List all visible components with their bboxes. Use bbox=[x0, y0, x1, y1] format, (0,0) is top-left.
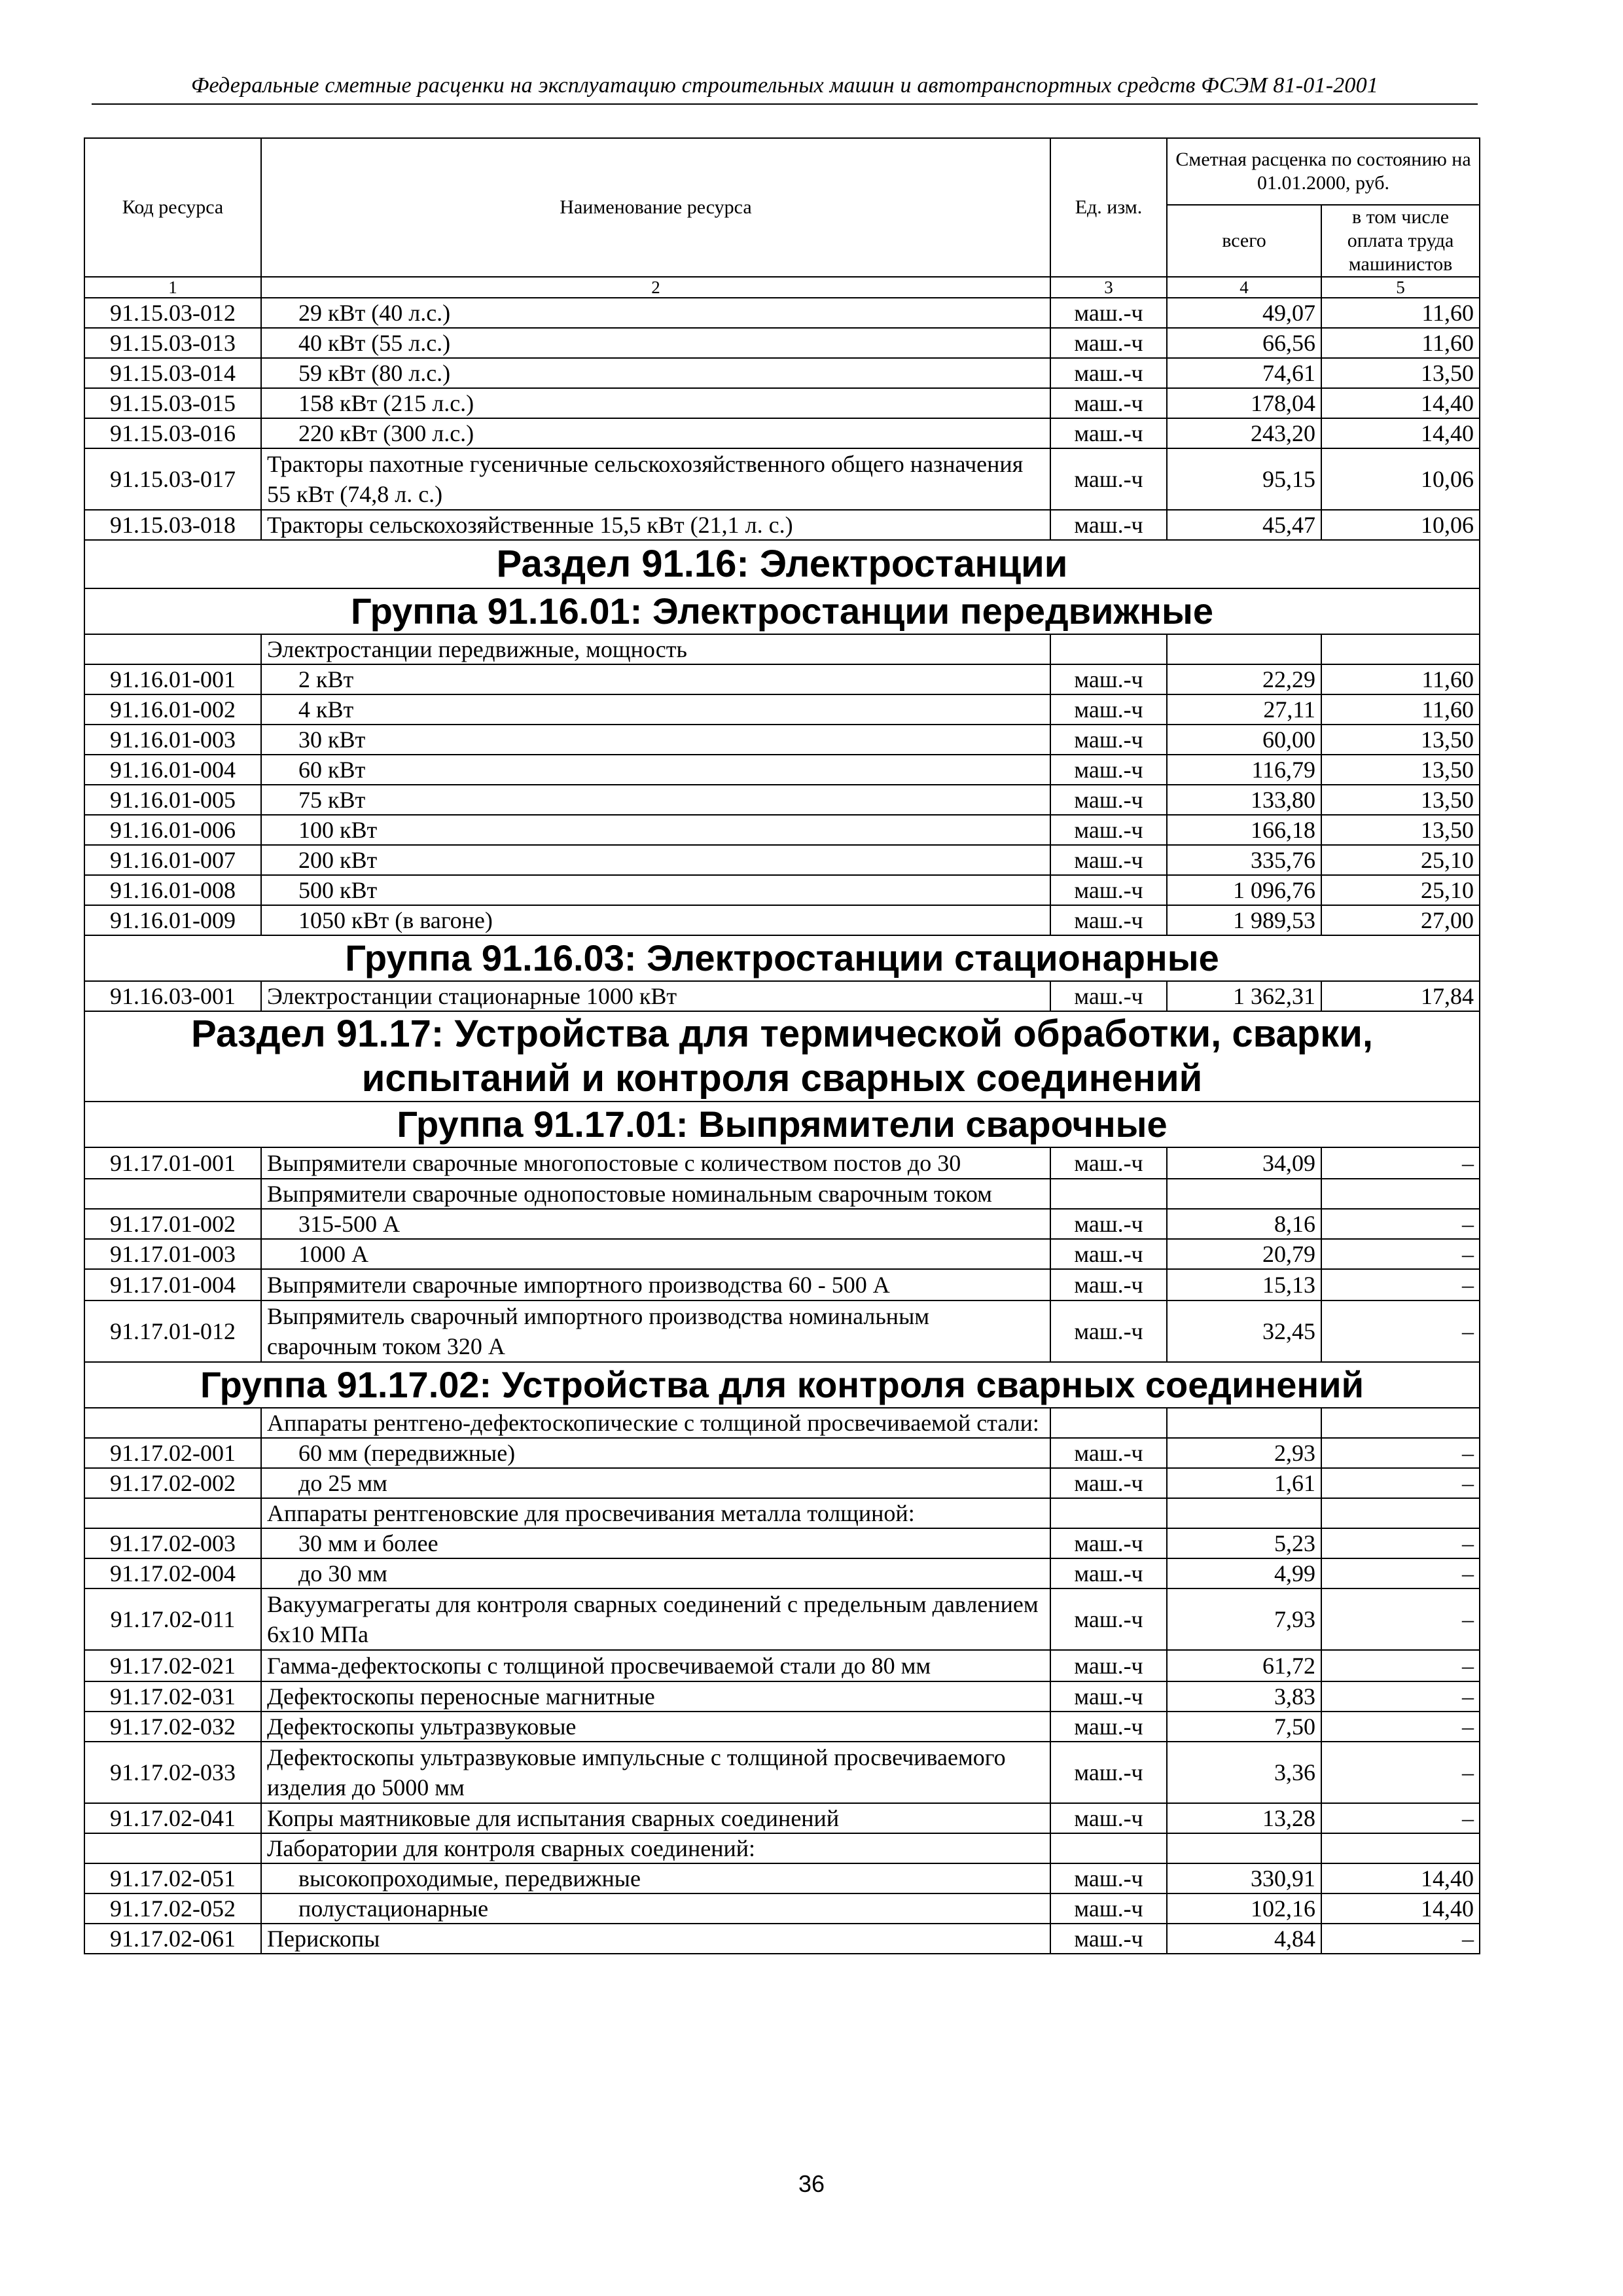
resource-code: 91.16.01-004 bbox=[84, 755, 261, 785]
resource-code: 91.17.02-003 bbox=[84, 1528, 261, 1558]
price-total: 330,91 bbox=[1167, 1863, 1321, 1893]
col-header-code: Код ресурса bbox=[84, 138, 261, 277]
table-row bbox=[84, 1147, 1480, 1179]
subheading-total-cell bbox=[1167, 1179, 1321, 1209]
price-labor: 11,60 bbox=[1321, 694, 1480, 725]
resource-name: высокопроходимые, передвижные bbox=[261, 1863, 1050, 1893]
price-labor: 27,00 bbox=[1321, 905, 1480, 935]
resource-price-table bbox=[84, 137, 1480, 1954]
price-labor: 11,60 bbox=[1321, 298, 1480, 328]
resource-name: 100 кВт bbox=[261, 815, 1050, 845]
table-row bbox=[84, 1712, 1480, 1742]
price-labor: 13,50 bbox=[1321, 815, 1480, 845]
table-row bbox=[84, 510, 1480, 540]
section-heading: Раздел 91.16: Электростанции bbox=[84, 540, 1480, 588]
unit-of-measure: маш.-ч bbox=[1050, 815, 1167, 845]
price-labor: 10,06 bbox=[1321, 448, 1480, 510]
price-labor: – bbox=[1321, 1528, 1480, 1558]
table-row bbox=[84, 875, 1480, 905]
price-total: 49,07 bbox=[1167, 298, 1321, 328]
subheading-code-cell bbox=[84, 1179, 261, 1209]
unit-of-measure: маш.-ч bbox=[1050, 1712, 1167, 1742]
resource-name: Тракторы сельскохозяйственные 15,5 кВт (21,1 л. с.) bbox=[261, 510, 1050, 540]
group-heading: Группа 91.17.01: Выпрямители сварочные bbox=[84, 1102, 1480, 1147]
resource-name: 75 кВт bbox=[261, 785, 1050, 815]
subheading-row bbox=[84, 1408, 1480, 1438]
col-number: 1 bbox=[84, 277, 261, 298]
resource-code: 91.17.01-003 bbox=[84, 1239, 261, 1269]
resource-code: 91.15.03-015 bbox=[84, 388, 261, 418]
subheading-row bbox=[84, 1833, 1480, 1863]
resource-name: Перископы bbox=[261, 1924, 1050, 1954]
price-total: 3,83 bbox=[1167, 1681, 1321, 1712]
price-labor: 13,50 bbox=[1321, 725, 1480, 755]
price-labor: 13,50 bbox=[1321, 785, 1480, 815]
resource-name: 500 кВт bbox=[261, 875, 1050, 905]
unit-of-measure: маш.-ч bbox=[1050, 328, 1167, 358]
resource-code: 91.17.01-002 bbox=[84, 1209, 261, 1239]
unit-of-measure: маш.-ч bbox=[1050, 388, 1167, 418]
resource-code: 91.17.02-033 bbox=[84, 1742, 261, 1803]
resource-code: 91.16.01-002 bbox=[84, 694, 261, 725]
col-header-name: Наименование ресурса bbox=[261, 138, 1050, 277]
price-total: 66,56 bbox=[1167, 328, 1321, 358]
price-total: 22,29 bbox=[1167, 664, 1321, 694]
col-header-total: всего bbox=[1167, 205, 1321, 277]
table-row bbox=[84, 1650, 1480, 1681]
resource-name: 29 кВт (40 л.с.) bbox=[261, 298, 1050, 328]
resource-code: 91.15.03-012 bbox=[84, 298, 261, 328]
price-total: 5,23 bbox=[1167, 1528, 1321, 1558]
subheading-labor-cell bbox=[1321, 1833, 1480, 1863]
resource-code: 91.15.03-017 bbox=[84, 448, 261, 510]
subheading-labor-cell bbox=[1321, 1179, 1480, 1209]
resource-name: 60 мм (передвижные) bbox=[261, 1438, 1050, 1468]
resource-name: полустационарные bbox=[261, 1893, 1050, 1924]
resource-name: до 25 мм bbox=[261, 1468, 1050, 1498]
subheading-code-cell bbox=[84, 1833, 261, 1863]
subheading-text: Выпрямители сварочные однопостовые номинальным сварочным током bbox=[261, 1179, 1050, 1209]
price-total: 4,99 bbox=[1167, 1558, 1321, 1588]
resource-code: 91.17.02-031 bbox=[84, 1681, 261, 1712]
resource-code: 91.16.01-001 bbox=[84, 664, 261, 694]
table-row bbox=[84, 1742, 1480, 1803]
resource-code: 91.17.01-004 bbox=[84, 1269, 261, 1300]
table-row bbox=[84, 1893, 1480, 1924]
resource-name: 30 кВт bbox=[261, 725, 1050, 755]
subheading-total-cell bbox=[1167, 1408, 1321, 1438]
table-row bbox=[84, 755, 1480, 785]
resource-name: Выпрямитель сварочный импортного производства номинальным сварочным током 320 А bbox=[261, 1300, 1050, 1362]
table-row bbox=[84, 418, 1480, 448]
unit-of-measure: маш.-ч bbox=[1050, 785, 1167, 815]
unit-of-measure: маш.-ч bbox=[1050, 1147, 1167, 1179]
price-total: 15,13 bbox=[1167, 1269, 1321, 1300]
subheading-labor-cell bbox=[1321, 1408, 1480, 1438]
table-row bbox=[84, 815, 1480, 845]
price-total: 116,79 bbox=[1167, 755, 1321, 785]
price-total: 243,20 bbox=[1167, 418, 1321, 448]
resource-code: 91.16.01-009 bbox=[84, 905, 261, 935]
subheading-row bbox=[84, 1179, 1480, 1209]
resource-name: 158 кВт (215 л.с.) bbox=[261, 388, 1050, 418]
subheading-unit-cell bbox=[1050, 1833, 1167, 1863]
table-row bbox=[84, 1209, 1480, 1239]
table-row bbox=[84, 694, 1480, 725]
price-labor: – bbox=[1321, 1712, 1480, 1742]
resource-name: Выпрямители сварочные импортного производства 60 - 500 А bbox=[261, 1269, 1050, 1300]
price-labor: – bbox=[1321, 1300, 1480, 1362]
price-total: 20,79 bbox=[1167, 1239, 1321, 1269]
table-row bbox=[84, 298, 1480, 328]
resource-name: 2 кВт bbox=[261, 664, 1050, 694]
resource-code: 91.15.03-014 bbox=[84, 358, 261, 388]
resource-code: 91.17.02-004 bbox=[84, 1558, 261, 1588]
unit-of-measure: маш.-ч bbox=[1050, 1528, 1167, 1558]
group-heading-row bbox=[84, 935, 1480, 981]
price-total: 1,61 bbox=[1167, 1468, 1321, 1498]
subheading-total-cell bbox=[1167, 634, 1321, 664]
resource-code: 91.15.03-013 bbox=[84, 328, 261, 358]
subheading-labor-cell bbox=[1321, 1498, 1480, 1528]
resource-code: 91.17.01-001 bbox=[84, 1147, 261, 1179]
col-number: 3 bbox=[1050, 277, 1167, 298]
unit-of-measure: маш.-ч bbox=[1050, 875, 1167, 905]
group-heading: Группа 91.16.03: Электростанции стационарные bbox=[84, 935, 1480, 981]
resource-name: Дефектоскопы переносные магнитные bbox=[261, 1681, 1050, 1712]
price-labor: – bbox=[1321, 1239, 1480, 1269]
table-row bbox=[84, 448, 1480, 510]
price-total: 60,00 bbox=[1167, 725, 1321, 755]
resource-code: 91.17.02-001 bbox=[84, 1438, 261, 1468]
section-heading-row bbox=[84, 540, 1480, 588]
price-labor: 14,40 bbox=[1321, 388, 1480, 418]
unit-of-measure: маш.-ч bbox=[1050, 1588, 1167, 1650]
unit-of-measure: маш.-ч bbox=[1050, 1468, 1167, 1498]
unit-of-measure: маш.-ч bbox=[1050, 694, 1167, 725]
price-labor: – bbox=[1321, 1147, 1480, 1179]
subheading-row bbox=[84, 1498, 1480, 1528]
price-labor: – bbox=[1321, 1588, 1480, 1650]
table-row bbox=[84, 1588, 1480, 1650]
price-labor: – bbox=[1321, 1209, 1480, 1239]
price-total: 61,72 bbox=[1167, 1650, 1321, 1681]
price-total: 335,76 bbox=[1167, 845, 1321, 875]
unit-of-measure: маш.-ч bbox=[1050, 1742, 1167, 1803]
subheading-unit-cell bbox=[1050, 1179, 1167, 1209]
resource-name: Копры маятниковые для испытания сварных соединений bbox=[261, 1803, 1050, 1833]
table-row bbox=[84, 981, 1480, 1011]
table-row bbox=[84, 358, 1480, 388]
table-row bbox=[84, 328, 1480, 358]
price-labor: – bbox=[1321, 1924, 1480, 1954]
unit-of-measure: маш.-ч bbox=[1050, 1863, 1167, 1893]
price-labor: 13,50 bbox=[1321, 755, 1480, 785]
subheading-unit-cell bbox=[1050, 1498, 1167, 1528]
subheading-row bbox=[84, 634, 1480, 664]
unit-of-measure: маш.-ч bbox=[1050, 725, 1167, 755]
table-row bbox=[84, 1300, 1480, 1362]
unit-of-measure: маш.-ч bbox=[1050, 1681, 1167, 1712]
price-labor: 25,10 bbox=[1321, 845, 1480, 875]
unit-of-measure: маш.-ч bbox=[1050, 298, 1167, 328]
col-number: 5 bbox=[1321, 277, 1480, 298]
price-labor: – bbox=[1321, 1468, 1480, 1498]
unit-of-measure: маш.-ч bbox=[1050, 1924, 1167, 1954]
price-total: 7,50 bbox=[1167, 1712, 1321, 1742]
price-labor: – bbox=[1321, 1558, 1480, 1588]
group-heading: Группа 91.16.01: Электростанции передвижные bbox=[84, 588, 1480, 634]
resource-code: 91.15.03-016 bbox=[84, 418, 261, 448]
table-row bbox=[84, 725, 1480, 755]
unit-of-measure: маш.-ч bbox=[1050, 358, 1167, 388]
resource-name: 1000 А bbox=[261, 1239, 1050, 1269]
price-total: 27,11 bbox=[1167, 694, 1321, 725]
price-total: 32,45 bbox=[1167, 1300, 1321, 1362]
price-total: 2,93 bbox=[1167, 1438, 1321, 1468]
price-labor: 14,40 bbox=[1321, 1863, 1480, 1893]
resource-code: 91.17.02-051 bbox=[84, 1863, 261, 1893]
price-labor: 14,40 bbox=[1321, 418, 1480, 448]
unit-of-measure: маш.-ч bbox=[1050, 1893, 1167, 1924]
unit-of-measure: маш.-ч bbox=[1050, 1650, 1167, 1681]
unit-of-measure: маш.-ч bbox=[1050, 1803, 1167, 1833]
table-row bbox=[84, 1558, 1480, 1588]
unit-of-measure: маш.-ч bbox=[1050, 1239, 1167, 1269]
unit-of-measure: маш.-ч bbox=[1050, 981, 1167, 1011]
price-labor: – bbox=[1321, 1803, 1480, 1833]
price-total: 166,18 bbox=[1167, 815, 1321, 845]
price-total: 1 362,31 bbox=[1167, 981, 1321, 1011]
resource-name: 220 кВт (300 л.с.) bbox=[261, 418, 1050, 448]
subheading-labor-cell bbox=[1321, 634, 1480, 664]
unit-of-measure: маш.-ч bbox=[1050, 510, 1167, 540]
price-total: 4,84 bbox=[1167, 1924, 1321, 1954]
table-row bbox=[84, 1438, 1480, 1468]
price-labor: 25,10 bbox=[1321, 875, 1480, 905]
price-labor: 10,06 bbox=[1321, 510, 1480, 540]
price-total: 74,61 bbox=[1167, 358, 1321, 388]
price-total: 178,04 bbox=[1167, 388, 1321, 418]
page-number: 36 bbox=[798, 2170, 825, 2197]
subheading-code-cell bbox=[84, 1408, 261, 1438]
group-heading-row bbox=[84, 1362, 1480, 1408]
table-row bbox=[84, 1863, 1480, 1893]
unit-of-measure: маш.-ч bbox=[1050, 845, 1167, 875]
group-heading-row bbox=[84, 588, 1480, 634]
unit-of-measure: маш.-ч bbox=[1050, 1438, 1167, 1468]
subheading-code-cell bbox=[84, 634, 261, 664]
resource-name: 40 кВт (55 л.с.) bbox=[261, 328, 1050, 358]
price-labor: – bbox=[1321, 1681, 1480, 1712]
col-number: 2 bbox=[261, 277, 1050, 298]
resource-name: 1050 кВт (в вагоне) bbox=[261, 905, 1050, 935]
resource-code: 91.16.03-001 bbox=[84, 981, 261, 1011]
section-heading: Раздел 91.17: Устройства для термической обработки, сварки, испытаний и контроля сварных соединений bbox=[84, 1011, 1480, 1102]
group-heading-row bbox=[84, 1102, 1480, 1147]
resource-name: до 30 мм bbox=[261, 1558, 1050, 1588]
resource-name: 60 кВт bbox=[261, 755, 1050, 785]
resource-code: 91.17.02-041 bbox=[84, 1803, 261, 1833]
price-total: 45,47 bbox=[1167, 510, 1321, 540]
subheading-text: Аппараты рентгеновские для просвечивания металла толщиной: bbox=[261, 1498, 1050, 1528]
price-labor: 11,60 bbox=[1321, 328, 1480, 358]
resource-name: 59 кВт (80 л.с.) bbox=[261, 358, 1050, 388]
resource-name: 200 кВт bbox=[261, 845, 1050, 875]
price-labor: – bbox=[1321, 1742, 1480, 1803]
resource-code: 91.17.02-032 bbox=[84, 1712, 261, 1742]
section-heading-row bbox=[84, 1011, 1480, 1102]
table-row bbox=[84, 785, 1480, 815]
subheading-text: Аппараты рентгено-дефектоскопические с толщиной просвечиваемой стали: bbox=[261, 1408, 1050, 1438]
price-total: 13,28 bbox=[1167, 1803, 1321, 1833]
resource-code: 91.16.01-003 bbox=[84, 725, 261, 755]
price-total: 1 096,76 bbox=[1167, 875, 1321, 905]
price-total: 95,15 bbox=[1167, 448, 1321, 510]
unit-of-measure: маш.-ч bbox=[1050, 418, 1167, 448]
unit-of-measure: маш.-ч bbox=[1050, 1300, 1167, 1362]
table-row bbox=[84, 664, 1480, 694]
resource-code: 91.17.02-011 bbox=[84, 1588, 261, 1650]
price-labor: 11,60 bbox=[1321, 664, 1480, 694]
price-total: 34,09 bbox=[1167, 1147, 1321, 1179]
table-row bbox=[84, 905, 1480, 935]
resource-name: Тракторы пахотные гусеничные сельскохозяйственного общего назначения 55 кВт (74,8 л. с.) bbox=[261, 448, 1050, 510]
group-heading: Группа 91.17.02: Устройства для контроля сварных соединений bbox=[84, 1362, 1480, 1408]
table-row bbox=[84, 388, 1480, 418]
table-row bbox=[84, 1468, 1480, 1498]
table-row bbox=[84, 1924, 1480, 1954]
price-labor: – bbox=[1321, 1650, 1480, 1681]
price-labor: – bbox=[1321, 1269, 1480, 1300]
resource-name: Дефектоскопы ультразвуковые bbox=[261, 1712, 1050, 1742]
price-labor: – bbox=[1321, 1438, 1480, 1468]
unit-of-measure: маш.-ч bbox=[1050, 664, 1167, 694]
col-header-unit: Ед. изм. bbox=[1050, 138, 1167, 277]
table-row bbox=[84, 1239, 1480, 1269]
resource-code: 91.17.02-021 bbox=[84, 1650, 261, 1681]
col-header-labor: в том числе оплата труда машинистов bbox=[1321, 205, 1480, 277]
resource-name: 4 кВт bbox=[261, 694, 1050, 725]
table-row bbox=[84, 1803, 1480, 1833]
subheading-total-cell bbox=[1167, 1833, 1321, 1863]
resource-code: 91.16.01-007 bbox=[84, 845, 261, 875]
resource-name: 315-500 А bbox=[261, 1209, 1050, 1239]
subheading-code-cell bbox=[84, 1498, 261, 1528]
resource-code: 91.16.01-005 bbox=[84, 785, 261, 815]
price-total: 1 989,53 bbox=[1167, 905, 1321, 935]
table-body bbox=[84, 298, 1480, 1954]
running-header: Федеральные сметные расценки на эксплуатацию строительных машин и автотранспортных средств ФСЭМ 81-01-2001 bbox=[92, 73, 1478, 105]
price-total: 102,16 bbox=[1167, 1893, 1321, 1924]
table-row bbox=[84, 1528, 1480, 1558]
resource-code: 91.16.01-006 bbox=[84, 815, 261, 845]
unit-of-measure: маш.-ч bbox=[1050, 1209, 1167, 1239]
price-total: 3,36 bbox=[1167, 1742, 1321, 1803]
unit-of-measure: маш.-ч bbox=[1050, 755, 1167, 785]
price-labor: 14,40 bbox=[1321, 1893, 1480, 1924]
unit-of-measure: маш.-ч bbox=[1050, 1558, 1167, 1588]
price-total: 7,93 bbox=[1167, 1588, 1321, 1650]
price-labor: 13,50 bbox=[1321, 358, 1480, 388]
resource-code: 91.17.02-061 bbox=[84, 1924, 261, 1954]
resource-name: Выпрямители сварочные многопостовые с количеством постов до 30 bbox=[261, 1147, 1050, 1179]
resource-name: Электростанции стационарные 1000 кВт bbox=[261, 981, 1050, 1011]
resource-code: 91.16.01-008 bbox=[84, 875, 261, 905]
resource-name: Дефектоскопы ультразвуковые импульсные с толщиной просвечиваемого изделия до 5000 мм bbox=[261, 1742, 1050, 1803]
unit-of-measure: маш.-ч bbox=[1050, 1269, 1167, 1300]
subheading-unit-cell bbox=[1050, 634, 1167, 664]
subheading-unit-cell bbox=[1050, 1408, 1167, 1438]
resource-code: 91.15.03-018 bbox=[84, 510, 261, 540]
resource-code: 91.17.02-002 bbox=[84, 1468, 261, 1498]
subheading-text: Лаборатории для контроля сварных соединений: bbox=[261, 1833, 1050, 1863]
resource-code: 91.17.01-012 bbox=[84, 1300, 261, 1362]
price-labor: 17,84 bbox=[1321, 981, 1480, 1011]
unit-of-measure: маш.-ч bbox=[1050, 448, 1167, 510]
resource-name: 30 мм и более bbox=[261, 1528, 1050, 1558]
subheading-total-cell bbox=[1167, 1498, 1321, 1528]
subheading-text: Электростанции передвижные, мощность bbox=[261, 634, 1050, 664]
col-header-price-group: Сметная расценка по состоянию на 01.01.2000, руб. bbox=[1167, 138, 1480, 205]
table-row bbox=[84, 1269, 1480, 1300]
resource-name: Вакуумагрегаты для контроля сварных соединений с предельным давлением 6x10 МПа bbox=[261, 1588, 1050, 1650]
col-number: 4 bbox=[1167, 277, 1321, 298]
unit-of-measure: маш.-ч bbox=[1050, 905, 1167, 935]
table-row bbox=[84, 845, 1480, 875]
price-total: 8,16 bbox=[1167, 1209, 1321, 1239]
table-row bbox=[84, 1681, 1480, 1712]
price-total: 133,80 bbox=[1167, 785, 1321, 815]
resource-code: 91.17.02-052 bbox=[84, 1893, 261, 1924]
resource-name: Гамма-дефектоскопы с толщиной просвечиваемой стали до 80 мм bbox=[261, 1650, 1050, 1681]
